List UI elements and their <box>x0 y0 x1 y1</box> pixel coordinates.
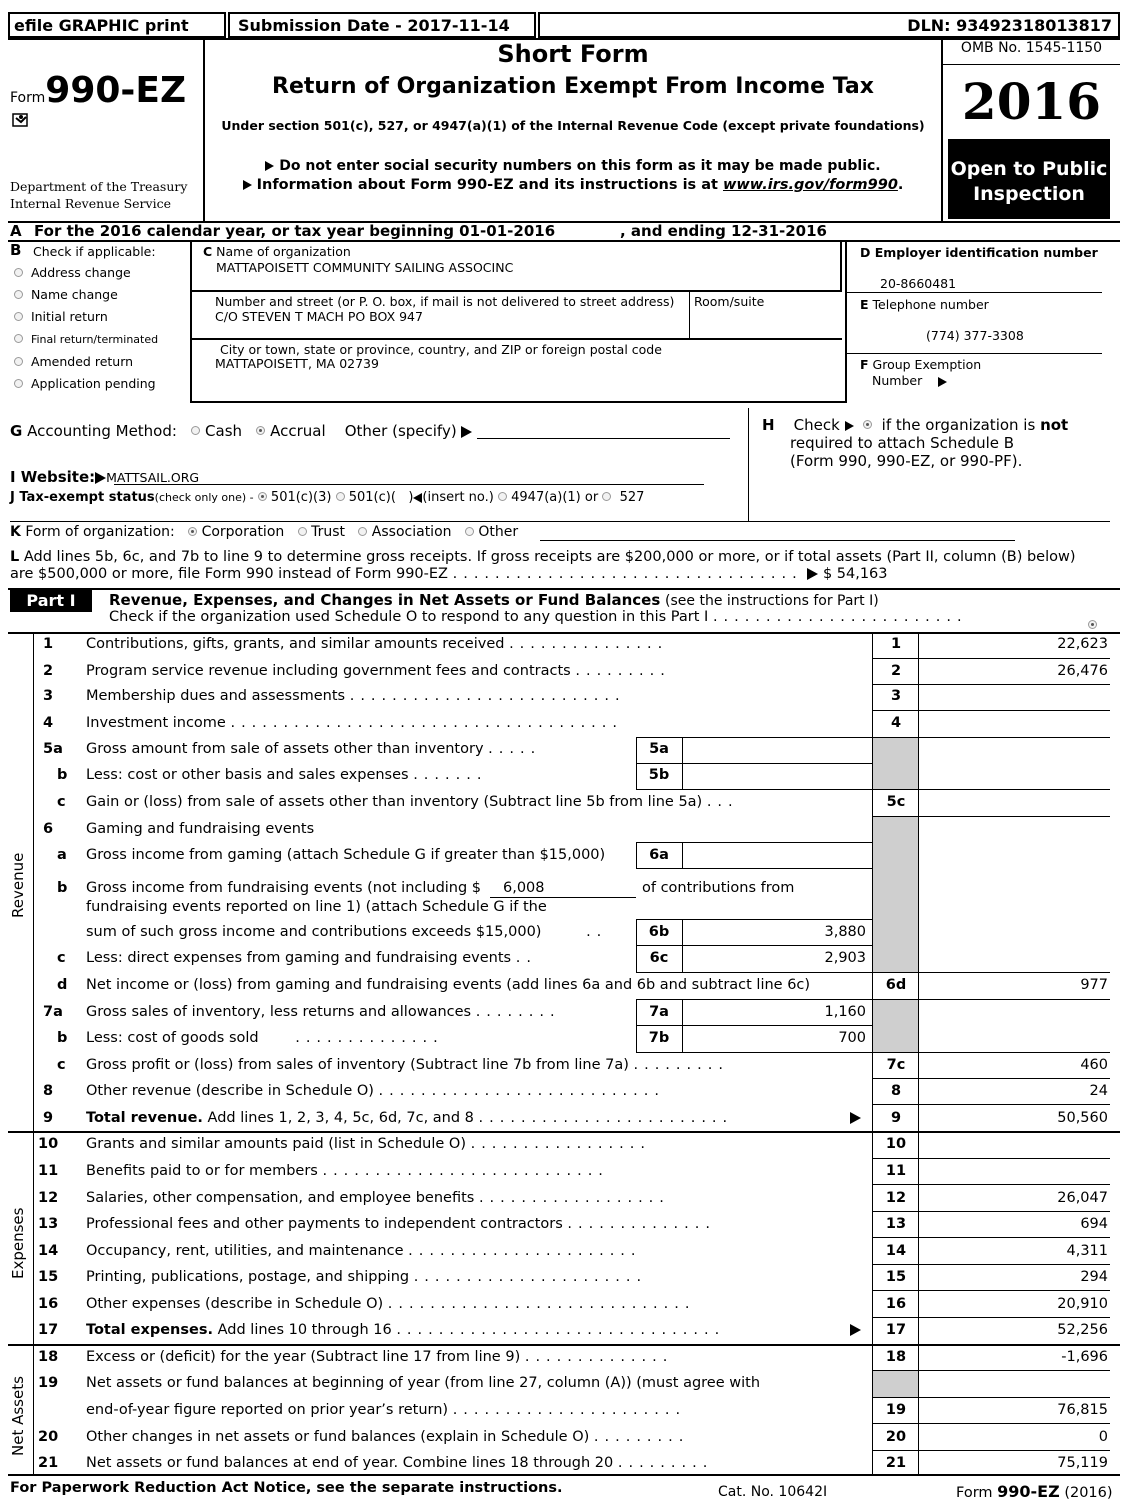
row-7b-amount: 700 <box>838 1030 866 1046</box>
check-application-pending[interactable]: Application pending <box>14 373 158 395</box>
city-value: MATTAPOISETT, MA 02739 <box>215 356 379 371</box>
side-label-net-assets: Net Assets <box>9 1376 27 1456</box>
ein-value: 20-8660481 <box>880 276 957 291</box>
501c3-checkbox[interactable] <box>258 492 267 501</box>
arrow-icon <box>95 472 106 484</box>
part1-title: Revenue, Expenses, and Changes in Net Assets or Fund Balances (see the instructions for Part I) <box>109 591 879 609</box>
cash-checkbox[interactable] <box>191 426 200 435</box>
phone-label: E Telephone number <box>860 297 989 312</box>
row-19-amount: 76,815 <box>1057 1402 1108 1418</box>
form-prefix: Form <box>10 90 46 106</box>
street-label: Number and street (or P. O. box, if mail is not delivered to street address) <box>215 294 675 309</box>
street-value: C/O STEVEN T MACH PO BOX 947 <box>215 309 423 324</box>
group-exemption-label: F Group Exemption <box>860 357 982 372</box>
form-number-block <box>10 70 186 111</box>
city-label: City or town, state or province, country, and ZIP or foreign postal code <box>220 342 662 357</box>
527-checkbox[interactable] <box>602 492 611 501</box>
501c-checkbox[interactable] <box>336 492 345 501</box>
line-a-text: For the 2016 calendar year, or tax year beginning 01-01-2016 <box>34 222 556 240</box>
line-a-label: A <box>10 222 22 240</box>
irs-link[interactable]: www.irs.gov/form990 <box>723 177 898 193</box>
arrow-icon <box>807 568 818 580</box>
line-i: I Website: MATTSAIL.ORG <box>10 468 200 486</box>
submission-date-box <box>228 12 536 38</box>
footer-form-id: Form 990-EZ (2016) <box>956 1482 1113 1501</box>
phone-value: (774) 377-3308 <box>926 328 1024 343</box>
row-14-amount: 4,311 <box>1066 1243 1108 1259</box>
title-short-form: Short Form <box>497 40 649 68</box>
corporation-checkbox[interactable] <box>188 527 197 536</box>
line-a-end: , and ending 12-31-2016 <box>620 222 827 240</box>
omb-number: OMB No. 1545-1150 <box>960 40 1103 56</box>
schedule-o-checkbox[interactable] <box>1088 620 1097 629</box>
department-block <box>10 178 187 212</box>
side-label-revenue: Revenue <box>9 852 27 918</box>
tax-year: 2016 <box>961 72 1102 131</box>
ein-label: D Employer identification number <box>860 245 1098 260</box>
arrow-icon <box>265 161 274 171</box>
part1-schedule-o: Check if the organization used Schedule O to respond to any question in this Part I ........................ <box>109 609 968 625</box>
form-subtitle: Under section 501(c), 527, or 4947(a)(1) of the Internal Revenue Code (except private foundations) <box>221 118 925 133</box>
org-name: MATTAPOISETT COMMUNITY SAILING ASSOCINC <box>216 260 514 275</box>
open-line2: Inspection <box>973 183 1085 205</box>
website-value[interactable]: MATTSAIL.ORG <box>106 470 200 485</box>
arrow-icon <box>461 426 472 438</box>
department-line1: Department of the Treasury <box>10 179 188 194</box>
note-ssn-text: Do not enter social security numbers on this form as it may be made public. <box>279 158 881 174</box>
row-13-amount: 694 <box>1080 1216 1108 1232</box>
open-line1: Open to Public <box>950 158 1108 180</box>
row-6d-amount: 977 <box>1080 977 1108 993</box>
efile-label-box <box>8 12 226 38</box>
dln-box <box>538 12 1120 38</box>
footer-cat-no: Cat. No. 10642I <box>718 1484 828 1500</box>
department-line2: Internal Revenue Service <box>10 196 171 211</box>
gross-receipts-amount: $ 54,163 <box>822 566 888 582</box>
submission-date: Submission Date - 2017-11-14 <box>238 16 510 35</box>
eagle-logo-icon <box>12 112 30 128</box>
other-specify-field[interactable] <box>477 438 730 439</box>
note-info-end: . <box>897 177 904 193</box>
line-k: K Form of organization: Corporation Trust Association Other <box>10 524 519 540</box>
trust-checkbox[interactable] <box>298 527 307 536</box>
arrow-icon <box>845 421 854 431</box>
row-6c-amount: 2,903 <box>824 950 866 966</box>
row-16-amount: 20,910 <box>1057 1296 1108 1312</box>
row-1-amount: 22,623 <box>1057 636 1108 652</box>
fundraising-contributions-amount: 6,008 <box>503 880 545 896</box>
arrow-icon <box>850 1112 861 1124</box>
form-title: Return of Organization Exempt From Income Tax <box>272 74 874 99</box>
section-b-label: B <box>10 241 22 259</box>
line-j: J Tax-exempt status(check only one) - 501(c)(3) 501(c)( ) (insert no.) 4947(a)(1) or 527 <box>10 490 645 505</box>
open-to-public-badge <box>948 139 1110 219</box>
arrow-icon <box>243 180 252 190</box>
check-initial-return[interactable]: Initial return <box>14 306 158 328</box>
row-17-amount: 52,256 <box>1057 1322 1108 1338</box>
row-15-amount: 294 <box>1080 1269 1108 1285</box>
check-amended-return[interactable]: Amended return <box>14 351 158 373</box>
dln: DLN: 93492318013817 <box>907 16 1112 35</box>
check-name-change[interactable]: Name change <box>14 284 158 306</box>
note-ssn <box>205 158 941 174</box>
form-number: 990-EZ <box>45 70 187 111</box>
check-address-change[interactable]: Address change <box>14 262 158 284</box>
section-b-checkboxes <box>14 262 158 395</box>
efile-label: efile GRAPHIC print <box>14 16 189 35</box>
row-9-amount: 50,560 <box>1057 1110 1108 1126</box>
row-20-amount: 0 <box>1098 1429 1108 1445</box>
note-info <box>205 177 941 193</box>
org-name-label: C Name of organization <box>203 244 351 259</box>
footer-paperwork-notice: For Paperwork Reduction Act Notice, see the separate instructions. <box>10 1480 563 1496</box>
line-g: G Accounting Method: Cash Accrual Other (specify) <box>10 422 472 440</box>
row-8-amount: 24 <box>1089 1083 1108 1099</box>
schedule-b-checkbox[interactable] <box>863 420 872 429</box>
line-h: H Check if the organization is not required to attach Schedule B (Form 990, 990-EZ, or 990-PF). <box>762 416 1069 470</box>
row-7c-amount: 460 <box>1080 1057 1108 1073</box>
check-final-return[interactable]: Final return/terminated <box>14 328 158 351</box>
row-12-amount: 26,047 <box>1057 1190 1108 1206</box>
line-l: L Add lines 5b, 6c, and 7b to line 9 to determine gross receipts. If gross receipts are $200,000 or more, or if total assets (Part II, column (B) below) are $500,000 or more, file Form 990 instead of Form 990-EZ ................................. $ 54,163 <box>10 549 1076 582</box>
row-21-amount: 75,119 <box>1057 1455 1108 1471</box>
row-2-amount: 26,476 <box>1057 663 1108 679</box>
part1-tag: Part I <box>10 590 92 612</box>
side-label-expenses: Expenses <box>9 1207 27 1279</box>
room-label: Room/suite <box>694 294 765 309</box>
arrow-icon <box>938 377 947 387</box>
other-org-checkbox[interactable] <box>465 527 474 536</box>
row-7a-amount: 1,160 <box>824 1004 866 1020</box>
arrow-icon <box>850 1324 861 1336</box>
section-b-title: Check if applicable: <box>33 244 156 259</box>
association-checkbox[interactable] <box>358 527 367 536</box>
row-6b-amount: 3,880 <box>824 924 866 940</box>
row-18-amount: -1,696 <box>1061 1349 1108 1365</box>
4947-checkbox[interactable] <box>498 492 507 501</box>
note-info-text: Information about Form 990-EZ and its instructions is at <box>256 177 718 193</box>
accrual-checkbox[interactable] <box>256 426 265 435</box>
group-exemption-number: Number <box>872 373 947 388</box>
